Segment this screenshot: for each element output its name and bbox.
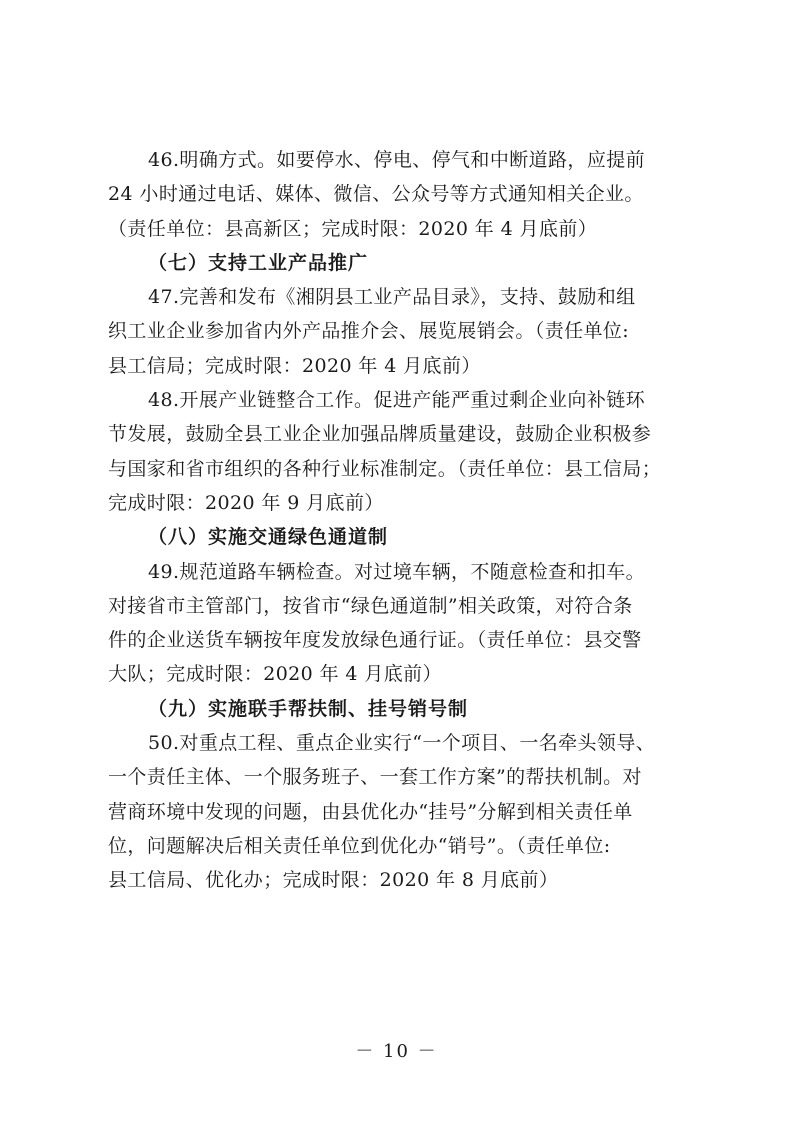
paragraph-49-line-1: 49.规范道路车辆检查。对过境车辆，不随意检查和扣车。 — [148, 560, 646, 583]
paragraph-48-line-2: 节发展，鼓励全县工业企业加强品牌质量建设，鼓励企业积极参 — [108, 423, 652, 446]
paragraph-46-line-2: 24 小时通过电话、媒体、微信、公众号等方式通知相关企业。 — [108, 183, 644, 206]
section-heading-8: （八）实施交通绿色通道制 — [148, 526, 389, 549]
document-body — [108, 143, 693, 898]
paragraph-47-line-2: 织工业企业参加省内外产品推介会、展览展销会。（责任单位: — [108, 320, 630, 343]
paragraph-47-line-3: 县工信局；完成时限：2020 年 4 月底前） — [108, 354, 481, 377]
paragraph-49-line-3: 件的企业送货车辆按年度发放绿色通行证。（责任单位：县交警 — [108, 629, 642, 652]
paragraph-49-line-2: 对接省市主管部门，按省市“绿色通道制”相关政策，对符合条 — [108, 594, 633, 617]
paragraph-50-line-4: 位，问题解决后相关责任单位到优化办“销号”。（责任单位: — [108, 834, 611, 857]
paragraph-49-line-4: 大队；完成时限：2020 年 4 月底前） — [108, 663, 442, 686]
paragraph-50-line-5: 县工信局、优化办；完成时限：2020 年 8 月底前） — [108, 869, 559, 892]
paragraph-48-line-3: 与国家和省市组织的各种行业标准制定。（责任单位：县工信局； — [108, 457, 662, 480]
paragraph-48-line-4: 完成时限：2020 年 9 月底前） — [108, 491, 384, 514]
paragraph-47-line-1: 47.完善和发布《湘阴县工业产品目录》，支持、鼓励和组 — [148, 286, 636, 309]
paragraph-46-line-3: （责任单位：县高新区；完成时限：2020 年 4 月底前） — [108, 217, 598, 240]
paragraph-48-line-1: 48.开展产业链整合工作。促进产能严重过剩企业向补链环 — [148, 389, 646, 412]
page-number: － 10 － — [355, 1041, 438, 1062]
section-heading-9: （九）实施联手帮扶制、挂号销号制 — [148, 697, 469, 720]
paragraph-50-line-2: 一个责任主体、一个服务班子、一套工作方案”的帮扶机制。对 — [108, 766, 642, 789]
paragraph-50-line-3: 营商环境中发现的问题，由县优化办“挂号”分解到相关责任单 — [108, 800, 633, 823]
paragraph-46-line-1: 46.明确方式。如要停水、停电、停气和中断道路，应提前 — [148, 149, 646, 171]
section-heading-7: （七）支持工业产品推广 — [148, 251, 369, 274]
paragraph-50-line-1: 50.对重点工程、重点企业实行“一个项目、一名牵头领导、 — [148, 732, 656, 755]
